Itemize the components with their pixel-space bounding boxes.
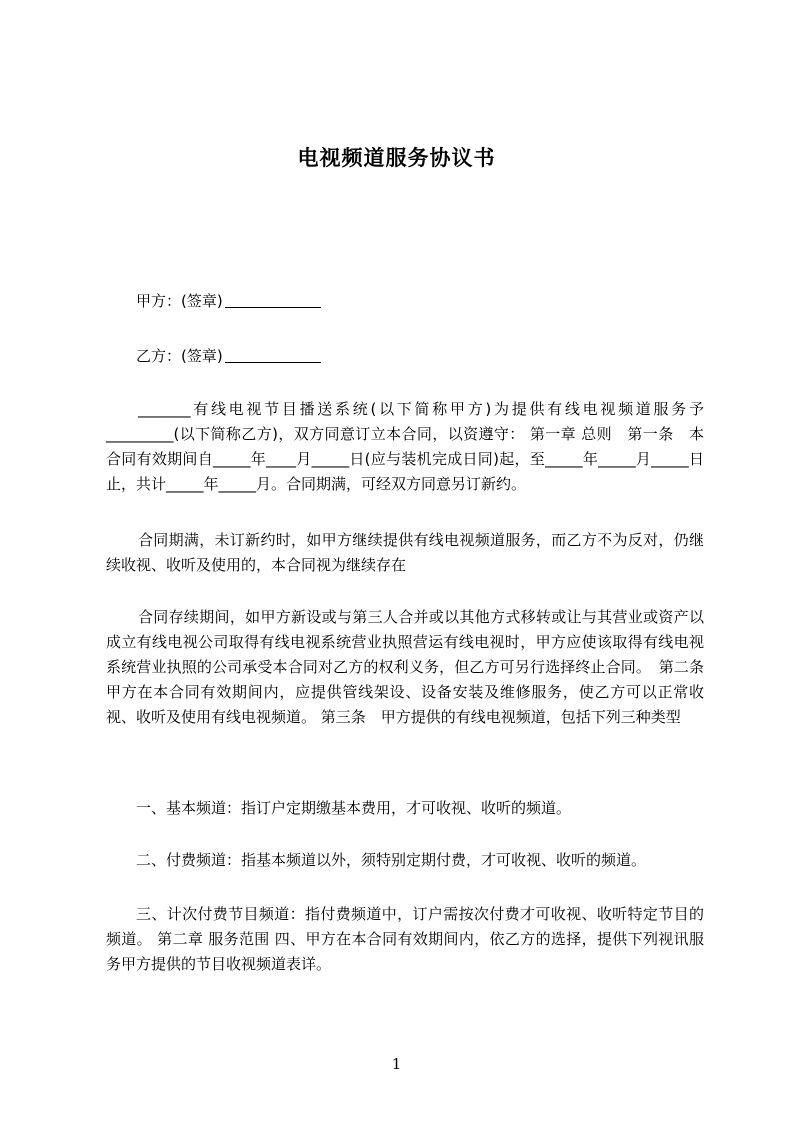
- paragraph-paid-channel: 二、付费频道：指基本频道以外，须特别定期付费，才可收视、收听的频道。: [136, 851, 647, 869]
- paragraph-continuation: 合同存续期间，如甲方新设或与第三人合并或以其他方式移转或让与其营业或资产以成立有线电视公司取得有线电视系统营业执照营运有线电视时，甲方应使该取得有线电视系统营业执照的公司承受本合同对乙方的权利义务，但乙方可另行选择终止合同。 第二条 甲方在本合同有效期间内，应提供管线架设、设备安装及维修服务，使乙方可以正常收视、收听及使用有线电视频道。 第三条 甲方提供的有线电视频道，包括下列三种类型: [106, 608, 704, 726]
- party-a-signature-line: [136, 290, 321, 311]
- paragraph-basic-channel: 一、基本频道：指订户定期缴基本费用，才可收视、收听的频道。: [136, 799, 572, 817]
- party-a-label: 甲方：(签章): [136, 292, 223, 310]
- party-b-label: 乙方：(签章): [136, 347, 223, 365]
- paragraph-renewal: 合同期满，未订新约时，如甲方继续提供有线电视频道服务，而乙方不为反对，仍继续收视、收听及使用的，本合同视为继续存在: [106, 531, 704, 574]
- document-title: 电视频道服务协议书: [297, 146, 496, 170]
- party-b-signature-line: [136, 345, 321, 366]
- paragraph-intro: _______有线电视节目播送系统(以下简称甲方)为提供有线电视频道服务予_________(以下简称乙方)，双方同意订立本合同，以资遵守： 第一章 总则 第一条 本合同有效期间自_____年____月_____日(应与装机完成日同)起，至_____年_____月_____日止，共计_____年_____月。合同期满，可经双方同意另订新约。: [106, 400, 704, 493]
- page-number: 1: [391, 1055, 402, 1073]
- paragraph-pay-per-view: 三、计次付费节目频道：指付费频道中，订户需按次付费才可收视、收听特定节目的频道。 第二章 服务范围 四、甲方在本合同有效期间内，依乙方的选择，提供下列视讯服务甲方提供的节目收视频道表详。: [106, 905, 704, 973]
- signature-blank: [225, 293, 321, 308]
- signature-blank: [225, 348, 321, 363]
